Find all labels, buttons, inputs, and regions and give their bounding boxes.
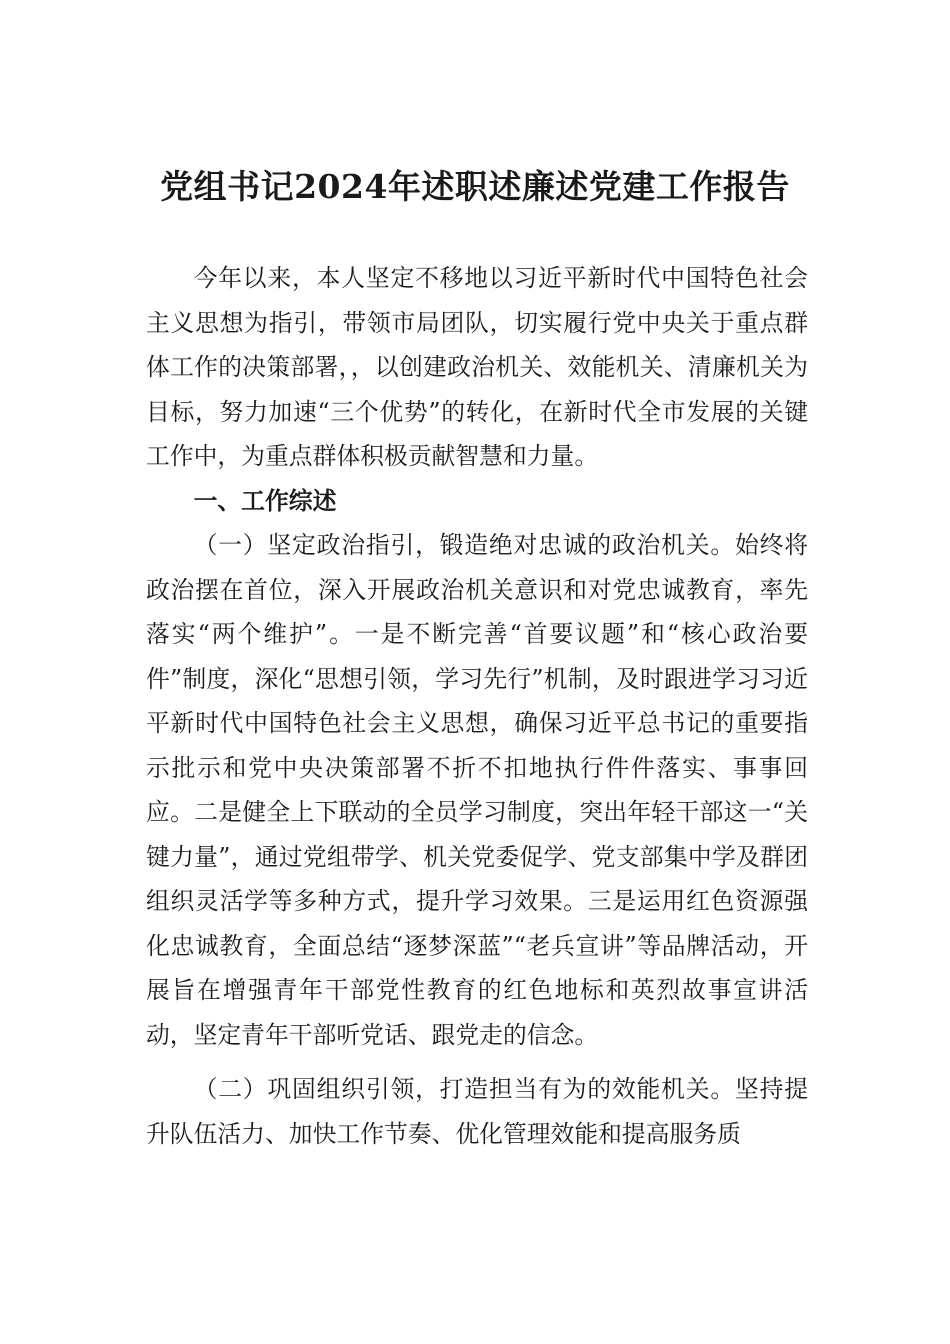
document-title: 党组书记2024年述职述廉述党建工作报告 <box>160 167 790 206</box>
paragraph-lead-in: （二）巩固组织引领，打造担当有为的效能机关。 <box>193 1075 735 1103</box>
section-paragraph-2 <box>146 1067 808 1156</box>
section-heading: 一、工作综述 <box>193 486 337 515</box>
document-body <box>146 256 808 1156</box>
intro-paragraph: 今年以来，本人坚定不移地以习近平新时代中国特色社会主义思想为指引，带领市局团队，切实履行党中央关于重点群体工作的决策部署，，以创建政治机关、效能机关、清廉机关为目标，努力加速“三个优势”的转化，在新时代全市发展的关键工作中，为重点群体积极贡献智慧和力量。 <box>146 264 808 470</box>
paragraph-text: 始终将政治摆在首位，深入开展政治机关意识和对党忠诚教育，率先落实“两个维护”。一是不断完善“首要议题”和“核心政治要件”制度，深化“思想引领，学习先行”机制，及时跟进学习习近平新时代中国特色社会主义思想，确保习近平总书记的重要指示批示和党中央决策部署不折不扣地执行件件落实、事事回应。二是健全上下联动的全员学习制度，突出年轻干部这一“关键力量”，通过党组带学、机关党委促学、党支部集中学及群团组织灵活学等多种方式，提升学习效果。三是运用红色资源强化忠诚教育，全面总结“逐梦深蓝”“老兵宣讲”等品牌活动，开展旨在增强青年干部党性教育的红色地标和英烈故事宣讲活动，坚定青年干部听党话、跟党走的信念。 <box>146 531 808 1049</box>
section-paragraph-1 <box>146 523 808 1057</box>
paragraph-text: 坚持提升队伍活力、加快工作节奏、优化管理效能和提高服务质 <box>146 1075 808 1148</box>
paragraph-lead-in: （一）坚定政治指引，锻造绝对忠诚的政治机关。 <box>193 531 735 559</box>
